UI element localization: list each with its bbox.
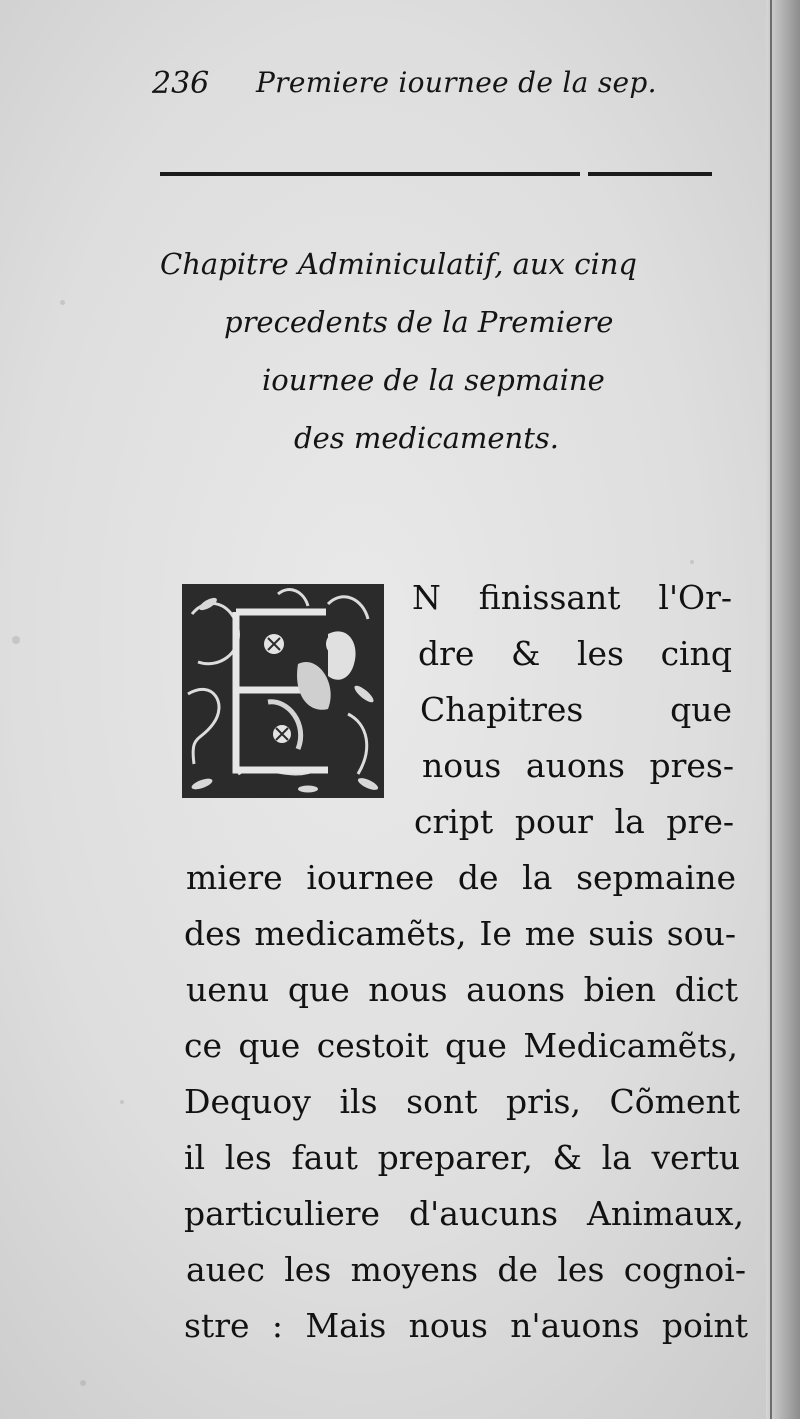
paper-speck <box>690 560 694 564</box>
chapter-heading-line: des medicaments. <box>294 421 559 455</box>
chapter-heading-line: Chapitre Adminiculatif, aux cinq <box>160 247 637 281</box>
body-line: ce que cestoit que Medicamẽts, <box>184 1026 738 1065</box>
body-line: miere iournee de la sepmaine <box>186 858 736 897</box>
body-line: il les faut preparer, & la vertu <box>184 1138 740 1177</box>
header-rule-right <box>588 172 712 176</box>
body-line: stre : Mais nous n'auons point <box>184 1306 748 1345</box>
chapter-heading-line: precedents de la Premiere <box>224 305 614 339</box>
paper-speck <box>12 636 20 644</box>
body-line: particuliere d'aucuns Animaux, <box>184 1194 744 1233</box>
chapter-heading-line: iournee de la sepmaine <box>262 363 605 397</box>
body-line: auec les moyens de les cognoi- <box>186 1250 746 1289</box>
header-rule-left <box>160 172 580 176</box>
paper-speck <box>120 1100 124 1104</box>
body-line: Chapitres que <box>420 690 732 729</box>
body-line: Dequoy ils sont pris, Cõment <box>184 1082 740 1121</box>
body-line: dre & les cinq <box>418 634 732 673</box>
body-line: cript pour la pre- <box>414 802 734 841</box>
body-line: N finissant l'Or- <box>412 578 732 617</box>
woodcut-initial-e-icon <box>178 574 394 804</box>
body-line: nous auons pres- <box>422 746 734 785</box>
running-title: Premiere iournee de la sep. <box>256 66 657 99</box>
paper-speck <box>60 300 65 305</box>
paper-speck <box>80 1380 86 1386</box>
page-edge-line <box>770 0 772 1419</box>
page-number: 236 <box>152 66 210 101</box>
body-line: des medicamẽts, Ie me suis sou- <box>184 914 736 953</box>
body-line: uenu que nous auons bien dict <box>186 970 738 1009</box>
running-header <box>148 58 708 118</box>
